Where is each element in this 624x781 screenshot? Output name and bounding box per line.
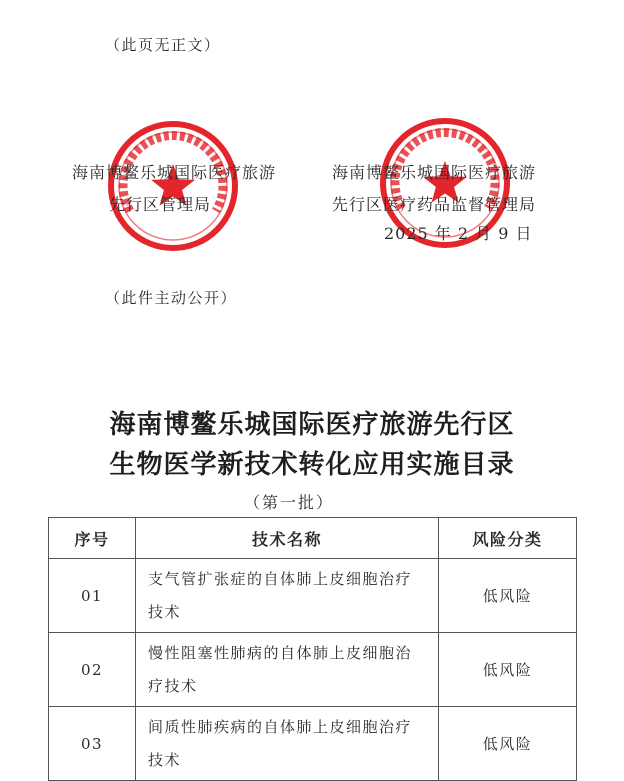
row-serial-number: 01 (49, 559, 136, 633)
right-signature-org-line1: 海南博鳌乐城国际医疗旅游 (332, 163, 537, 182)
row-serial-number: 02 (49, 633, 136, 707)
row-risk-category: 低风险 (439, 707, 577, 781)
right-signature-org-line2: 先行区医疗药品监督管理局 (332, 195, 537, 214)
header-technology-name: 技术名称 (136, 518, 439, 559)
row-technology-name: 间质性肺疾病的自体肺上皮细胞治疗技术 (136, 707, 439, 781)
document-title-line2: 生物医学新技术转化应用实施目录 (109, 450, 515, 480)
row-risk-category: 低风险 (439, 559, 577, 633)
table-row (49, 633, 577, 707)
header-serial-number: 序号 (49, 518, 136, 559)
batch-label: （第一批） (244, 493, 335, 512)
left-signature-org-line2: 先行区管理局 (109, 195, 212, 214)
row-risk-category: 低风险 (439, 633, 577, 707)
document-title-line1: 海南博鳌乐城国际医疗旅游先行区 (109, 410, 515, 440)
row-technology-name: 慢性阻塞性肺病的自体肺上皮细胞治疗技术 (136, 633, 439, 707)
technology-catalog-table (48, 517, 577, 781)
table-row (49, 559, 577, 633)
left-signature-org-line1: 海南博鳌乐城国际医疗旅游 (72, 163, 277, 182)
row-serial-number: 03 (49, 707, 136, 781)
table-header-row (49, 518, 577, 559)
table-row (49, 707, 577, 781)
disclosure-note: （此件主动公开） (105, 289, 238, 307)
signature-date: 2025 年 2 月 9 日 (384, 224, 533, 243)
no-body-text-note: （此页无正文） (105, 36, 221, 54)
row-technology-name: 支气管扩张症的自体肺上皮细胞治疗技术 (136, 559, 439, 633)
header-risk-category: 风险分类 (439, 518, 577, 559)
